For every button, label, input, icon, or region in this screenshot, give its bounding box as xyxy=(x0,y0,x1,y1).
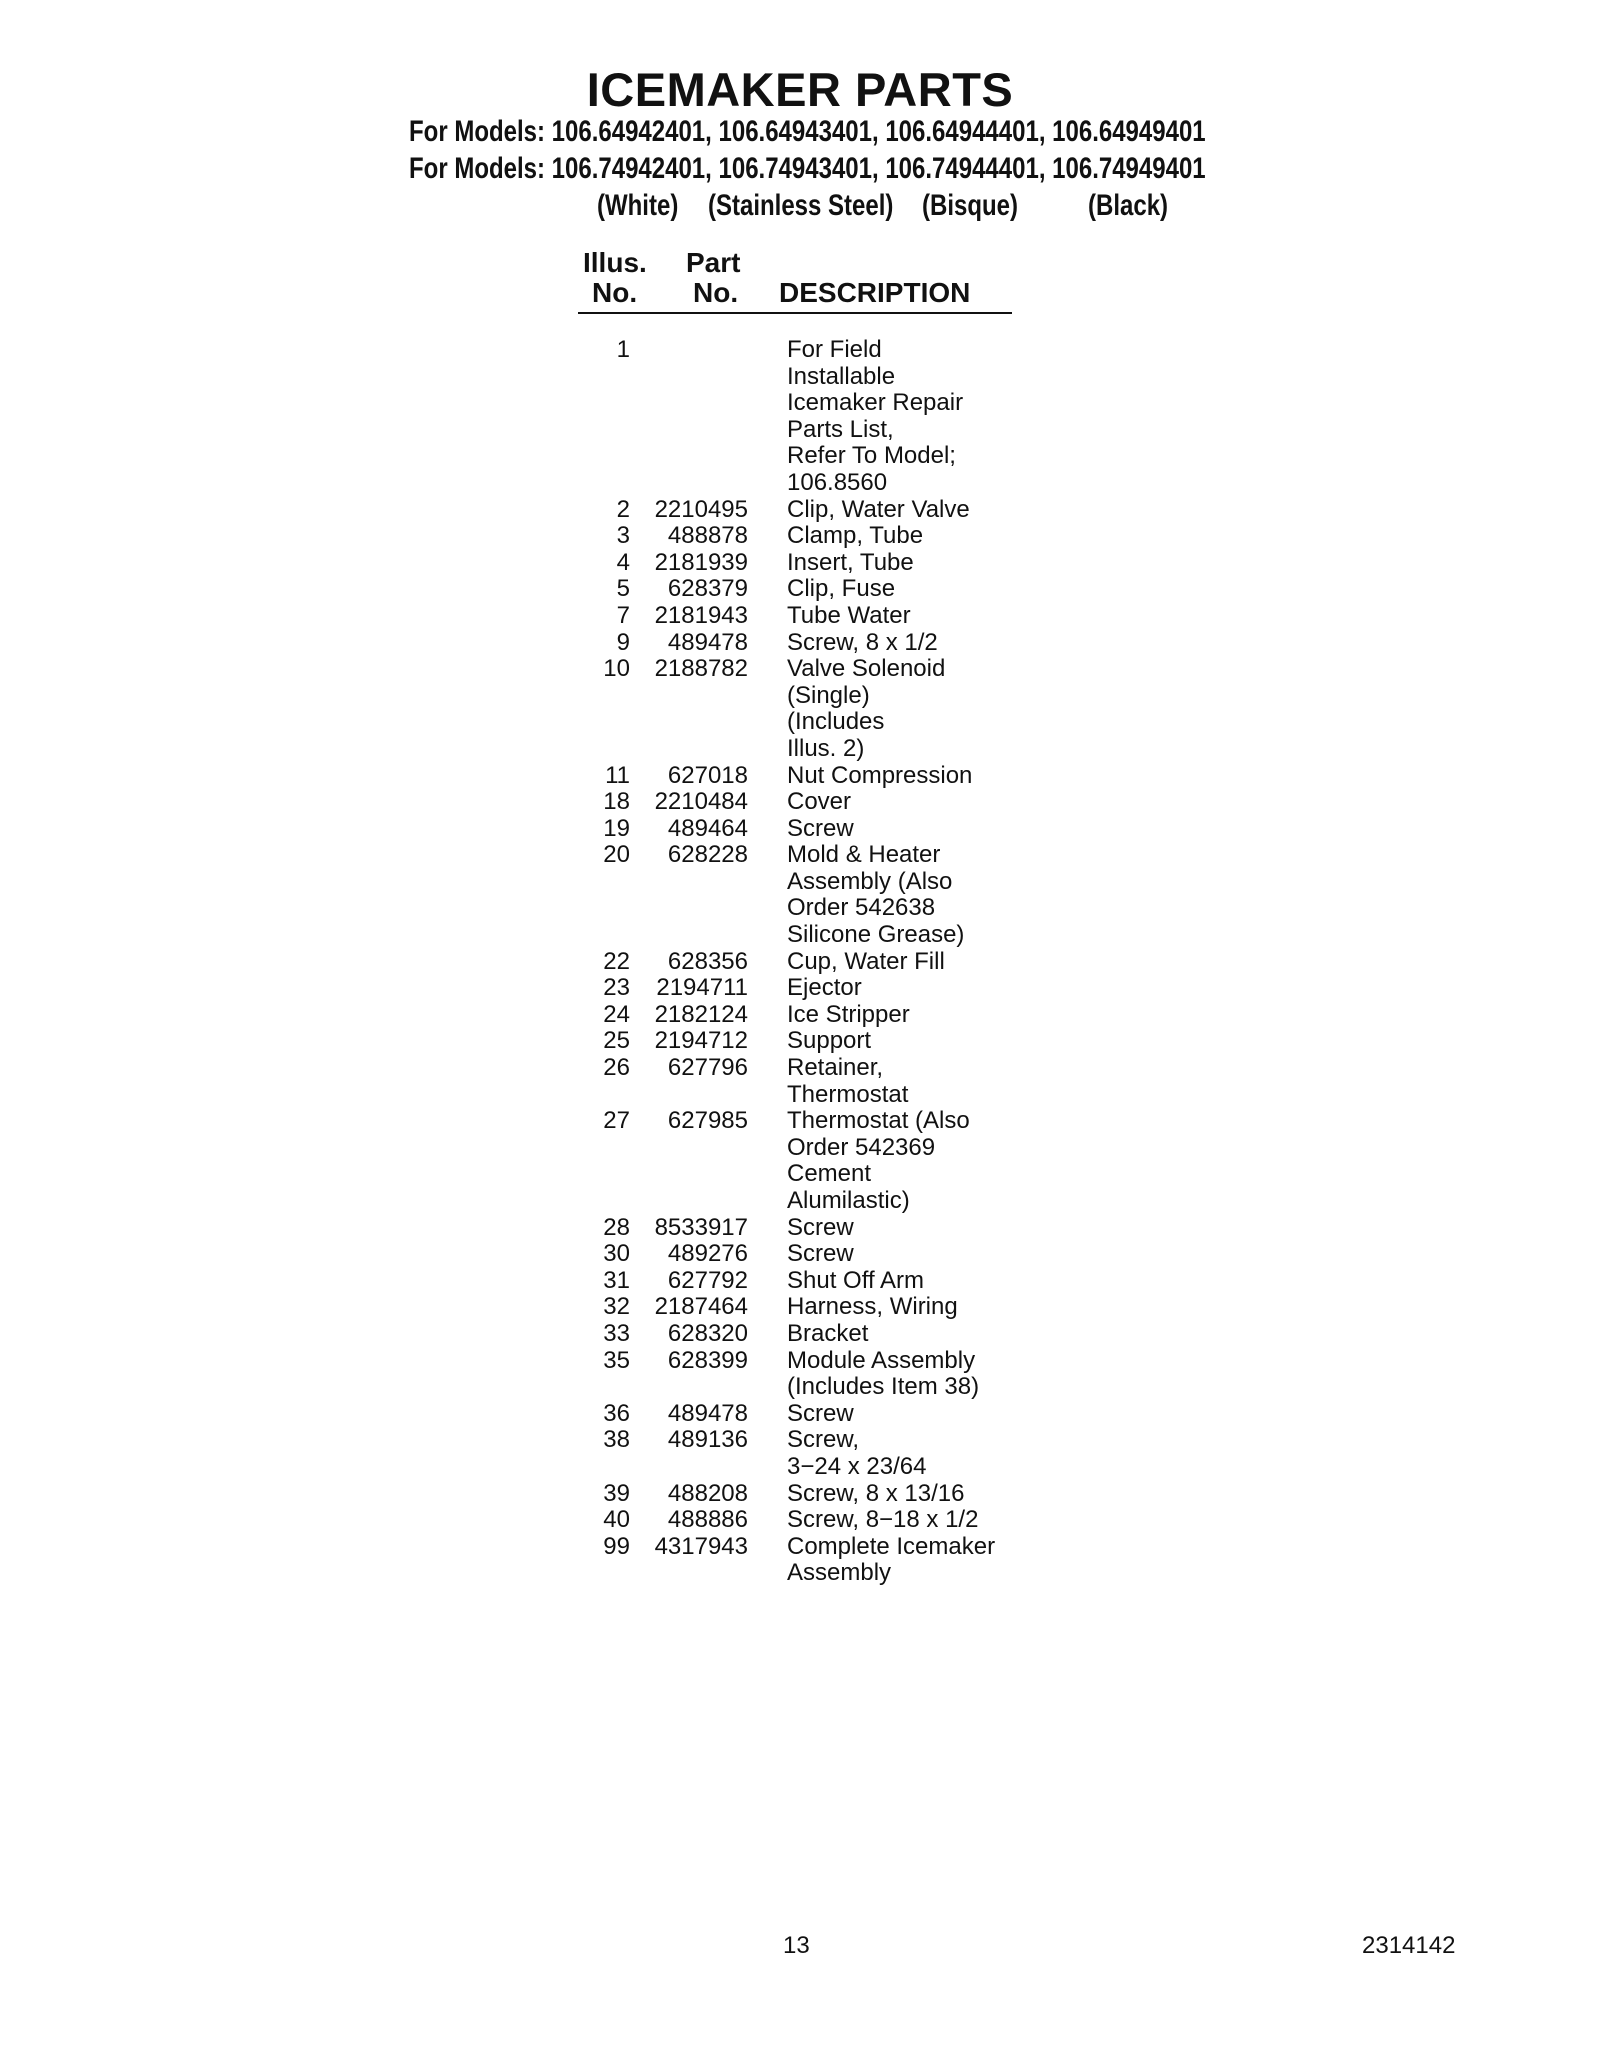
part-number: 489478 xyxy=(667,1399,748,1427)
table-row xyxy=(578,1215,1018,1242)
description-line: Clip, Water Valve xyxy=(787,495,970,523)
illus-number: 25 xyxy=(603,1027,630,1055)
part-description xyxy=(787,949,1018,976)
description-line: Insert, Tube xyxy=(787,548,914,576)
table-row xyxy=(578,1481,1018,1508)
description-line: For Field xyxy=(787,336,882,363)
part-number: 628399 xyxy=(667,1346,748,1374)
part-description xyxy=(787,1401,1018,1428)
part-description xyxy=(787,1055,1018,1108)
color-label-black: (Black) xyxy=(1088,189,1169,222)
table-row xyxy=(578,523,1018,550)
illus-number: 27 xyxy=(603,1107,630,1135)
part-description xyxy=(787,656,1018,762)
description-line: Screw xyxy=(787,1399,854,1427)
part-description xyxy=(787,550,1018,577)
part-number: 2181939 xyxy=(654,548,748,576)
illus-number: 26 xyxy=(603,1054,630,1082)
description-line: Support xyxy=(787,1027,872,1055)
description-line: Retainer, xyxy=(787,1054,884,1082)
part-number: 488878 xyxy=(667,522,748,550)
illus-number: 24 xyxy=(603,1000,630,1028)
description-line: Tube Water xyxy=(787,601,911,629)
description-line: Icemaker Repair xyxy=(787,389,964,417)
description-line: Thermostat (Also xyxy=(787,1107,970,1135)
description-line: Screw, xyxy=(787,1426,860,1454)
description-line: Silicone Grease) xyxy=(787,921,965,949)
description-line: Cover xyxy=(787,788,852,816)
illus-number: 18 xyxy=(603,788,630,816)
description-line: Cup, Water Fill xyxy=(787,947,945,975)
description-line: Nut Compression xyxy=(787,761,973,789)
table-row xyxy=(578,1108,1018,1214)
part-number: 2188782 xyxy=(654,655,748,683)
part-description xyxy=(787,337,1018,497)
illus-number: 5 xyxy=(616,575,630,603)
illus-number: 4 xyxy=(616,548,630,576)
description-line: Cement xyxy=(787,1160,872,1188)
part-description xyxy=(787,1108,1018,1214)
description-line: Refer To Model; xyxy=(787,442,956,470)
part-number: 2194712 xyxy=(654,1027,748,1055)
part-description xyxy=(787,1321,1018,1348)
document-number: 2314142 xyxy=(1362,1932,1456,1959)
description-line: Screw xyxy=(787,1213,854,1241)
part-number: 627018 xyxy=(667,761,748,789)
description-line: Mold & Heater xyxy=(787,841,941,869)
part-description xyxy=(787,789,1018,816)
part-description xyxy=(787,576,1018,603)
table-row xyxy=(578,550,1018,577)
part-number: 2210495 xyxy=(654,495,748,523)
part-description xyxy=(787,1028,1018,1055)
illus-header-line2: No. xyxy=(592,277,638,308)
table-row xyxy=(578,1507,1018,1534)
part-description xyxy=(787,763,1018,790)
models-line-2: For Models: 106.74942401, 106.74943401, 106.74944401, 106.74949401 xyxy=(409,152,1206,185)
description-line: Order 542638 xyxy=(787,894,936,922)
part-description xyxy=(787,1427,1018,1480)
part-description xyxy=(787,1507,1018,1534)
description-line: Alumilastic) xyxy=(787,1187,910,1214)
part-description xyxy=(787,1241,1018,1268)
table-row xyxy=(578,975,1018,1002)
part-description xyxy=(787,1481,1018,1508)
description-line: (Single) xyxy=(787,681,870,709)
part-number: 8533917 xyxy=(654,1213,748,1241)
description-line: Clamp, Tube xyxy=(787,522,924,550)
description-line: (Includes xyxy=(787,708,885,736)
description-line: Screw xyxy=(787,814,854,842)
part-description xyxy=(787,1348,1018,1401)
description-line: Harness, Wiring xyxy=(787,1293,958,1321)
description-line: Assembly xyxy=(787,1559,892,1587)
illus-number: 2 xyxy=(616,495,630,523)
part-number: 627985 xyxy=(667,1107,748,1135)
illus-header-line1: Illus. xyxy=(583,247,647,278)
illus-number: 31 xyxy=(603,1266,630,1294)
part-number: 489136 xyxy=(667,1426,748,1454)
description-line: Module Assembly xyxy=(787,1346,976,1374)
part-description xyxy=(787,1002,1018,1029)
part-description xyxy=(787,1215,1018,1242)
description-line: Assembly (Also xyxy=(787,867,953,895)
part-number: 2181943 xyxy=(654,601,748,629)
part-description xyxy=(787,497,1018,524)
color-label-white: (White) xyxy=(597,189,679,222)
illus-number: 99 xyxy=(603,1532,630,1560)
table-row xyxy=(578,816,1018,843)
table-row xyxy=(578,842,1018,948)
table-row xyxy=(578,337,1018,497)
illus-number: 11 xyxy=(605,761,630,789)
part-number: 2187464 xyxy=(654,1293,748,1321)
description-header: DESCRIPTION xyxy=(779,277,971,308)
part-description xyxy=(787,1268,1018,1295)
part-number: 628356 xyxy=(667,947,748,975)
description-line: 3−24 x 23/64 xyxy=(787,1452,927,1480)
illus-number: 1 xyxy=(616,336,630,363)
table-row xyxy=(578,603,1018,630)
illus-number: 33 xyxy=(603,1319,630,1347)
illus-number: 20 xyxy=(603,841,630,869)
description-line: 106.8560 xyxy=(787,468,888,496)
part-description xyxy=(787,1294,1018,1321)
description-line: Illus. 2) xyxy=(787,734,865,762)
illus-number: 3 xyxy=(616,522,630,550)
description-line: Screw, 8 x 13/16 xyxy=(787,1479,965,1507)
part-number: 2210484 xyxy=(654,788,748,816)
part-description xyxy=(787,523,1018,550)
table-row xyxy=(578,1401,1018,1428)
illus-number: 23 xyxy=(603,974,630,1002)
illus-number: 9 xyxy=(616,628,630,656)
part-description xyxy=(787,816,1018,843)
part-description xyxy=(787,630,1018,657)
illus-number: 19 xyxy=(603,814,630,842)
description-line: Complete Icemaker xyxy=(787,1532,996,1560)
part-description xyxy=(787,603,1018,630)
page-number: 13 xyxy=(783,1932,810,1959)
table-row xyxy=(578,1028,1018,1055)
part-header-line1: Part xyxy=(686,247,741,278)
illus-number: 32 xyxy=(603,1293,630,1321)
part-number: 627796 xyxy=(667,1054,748,1082)
part-number: 489276 xyxy=(667,1240,748,1268)
table-row xyxy=(578,576,1018,603)
description-line: (Includes Item 38) xyxy=(787,1373,980,1401)
description-line: Clip, Fuse xyxy=(787,575,896,603)
description-line: Ejector xyxy=(787,974,862,1002)
part-description xyxy=(787,842,1018,948)
part-description xyxy=(787,1534,1018,1587)
description-line: Screw xyxy=(787,1240,854,1268)
illus-number: 7 xyxy=(616,601,630,629)
table-row xyxy=(578,949,1018,976)
illus-number: 30 xyxy=(603,1240,630,1268)
table-row xyxy=(578,630,1018,657)
table-row xyxy=(578,1241,1018,1268)
part-number: 2194711 xyxy=(656,974,748,1002)
part-description xyxy=(787,975,1018,1002)
table-row xyxy=(578,789,1018,816)
part-number: 2182124 xyxy=(654,1000,748,1028)
table-row xyxy=(578,1055,1018,1108)
parts-table xyxy=(578,337,1018,1587)
part-number: 488208 xyxy=(667,1479,748,1507)
description-line: Valve Solenoid xyxy=(787,655,946,683)
table-row xyxy=(578,763,1018,790)
table-row xyxy=(578,1294,1018,1321)
header-rule xyxy=(578,312,1012,314)
table-row xyxy=(578,497,1018,524)
description-line: Screw, 8−18 x 1/2 xyxy=(787,1506,979,1534)
description-line: Ice Stripper xyxy=(787,1000,910,1028)
part-number: 489478 xyxy=(667,628,748,656)
description-line: Bracket xyxy=(787,1319,869,1347)
part-number: 488886 xyxy=(667,1506,748,1534)
color-label-bisque: (Bisque) xyxy=(922,189,1018,222)
table-row xyxy=(578,1268,1018,1295)
part-number: 628320 xyxy=(667,1319,748,1347)
description-line: Installable xyxy=(787,362,896,390)
models-line-1: For Models: 106.64942401, 106.64943401, 106.64944401, 106.64949401 xyxy=(409,115,1206,148)
table-row xyxy=(578,1348,1018,1401)
illus-number: 38 xyxy=(603,1426,630,1454)
description-line: Thermostat xyxy=(787,1080,909,1108)
part-number: 627792 xyxy=(667,1266,748,1294)
description-line: Order 542369 xyxy=(787,1133,936,1161)
table-row xyxy=(578,1534,1018,1587)
illus-number: 39 xyxy=(603,1479,630,1507)
description-line: Shut Off Arm xyxy=(787,1266,924,1294)
description-line: Screw, 8 x 1/2 xyxy=(787,628,938,656)
part-number: 628228 xyxy=(667,841,748,869)
illus-number: 22 xyxy=(603,947,630,975)
table-row xyxy=(578,1002,1018,1029)
illus-number: 40 xyxy=(603,1506,630,1534)
part-number: 4317943 xyxy=(654,1532,748,1560)
table-row xyxy=(578,1427,1018,1480)
part-number: 628379 xyxy=(667,575,748,603)
illus-number: 10 xyxy=(603,655,630,683)
illus-number: 35 xyxy=(603,1346,630,1374)
description-line: Parts List, xyxy=(787,415,894,443)
part-number: 489464 xyxy=(667,814,748,842)
page-title: ICEMAKER PARTS xyxy=(586,63,1014,116)
part-header-line2: No. xyxy=(693,277,739,308)
illus-number: 36 xyxy=(603,1399,630,1427)
table-row xyxy=(578,1321,1018,1348)
table-row xyxy=(578,656,1018,762)
color-label-stainless-steel: (Stainless Steel) xyxy=(708,189,894,222)
illus-number: 28 xyxy=(603,1213,630,1241)
